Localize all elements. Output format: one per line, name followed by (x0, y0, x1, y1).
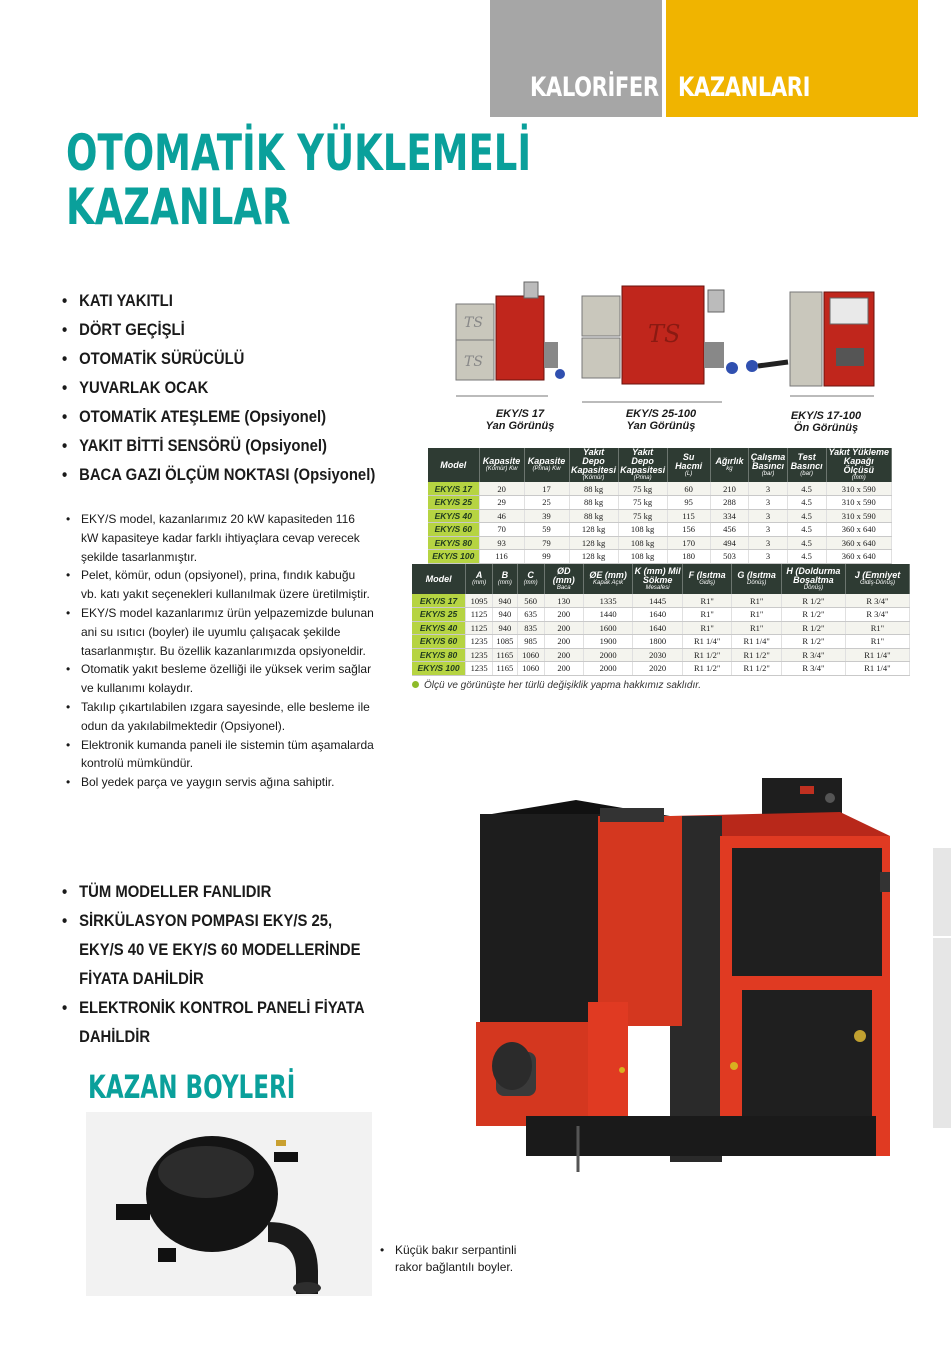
table-header-title: ØE (mm) (589, 570, 627, 580)
table-model-cell: EKY/S 80 (412, 648, 466, 662)
svg-text:TS: TS (464, 315, 483, 331)
table-cell: 200 (544, 621, 583, 635)
disclaimer-text: Ölçü ve görünüşte her türlü değişiklik yapma hakkımız saklıdır. (424, 680, 701, 691)
table-model-cell: EKY/S 60 (412, 635, 466, 649)
table-cell: 4.5 (787, 482, 826, 496)
table-header-cell (618, 448, 667, 482)
table-cell: 1235 (466, 662, 493, 676)
table-cell: 200 (544, 608, 583, 622)
table-header-title: A (475, 570, 483, 580)
table-cell: 20 (479, 482, 524, 496)
table-cell: 200 (544, 662, 583, 676)
table-cell: 79 (524, 536, 569, 550)
table-model-cell: EKY/S 17 (412, 594, 466, 608)
table-cell: 1440 (583, 608, 633, 622)
description-item: • Takılıp çıkartılabilen ızgara sayesinde, elle besleme ile odun da yakılabilmektedir (Opsiyonel). (64, 698, 374, 736)
table-cell: 1600 (583, 621, 633, 635)
disclaimer-note (412, 680, 701, 691)
table-row (428, 550, 892, 564)
table-cell: 115 (667, 509, 710, 523)
table-cell: 334 (710, 509, 749, 523)
table-cell: 3 (749, 496, 787, 510)
page-title (66, 126, 531, 234)
table-header-title: C (527, 570, 534, 580)
table-cell: 3 (749, 523, 787, 537)
table-cell: 3 (749, 550, 787, 564)
table-cell: 360 x 640 (826, 523, 891, 537)
table-header-cell (524, 448, 569, 482)
table-header-cell (544, 564, 583, 594)
table-cell: 360 x 640 (826, 550, 891, 564)
table-row (412, 648, 910, 662)
table-cell: 3 (749, 482, 787, 496)
table-cell: 1165 (493, 662, 518, 676)
table-cell: R1" (682, 621, 732, 635)
table-cell: 1235 (466, 635, 493, 649)
table-cell: 60 (667, 482, 710, 496)
table-cell: 1060 (517, 662, 544, 676)
table-header-title: H (Doldurma Boşaltma (786, 565, 841, 585)
description-item: • EKY/S model, kazanlarımız 20 kW kapasiteden 116 kW kapasiteye kadar farklı ihtiyaçlara cevap verecek şekilde tasarlanmıştır. (64, 510, 374, 566)
table-cell: 940 (493, 608, 518, 622)
table-cell: 3 (749, 536, 787, 550)
table-row (412, 635, 910, 649)
table-model-cell: EKY/S 17 (428, 482, 479, 496)
table-cell: 200 (544, 648, 583, 662)
feature-item: • OTOMATİK SÜRÜCÜLÜ (62, 348, 375, 377)
table-header-unit: Gidiş-Dönüş) (859, 580, 895, 586)
table-header-unit: (Kömür) Kw (485, 466, 518, 472)
table-cell: 288 (710, 496, 749, 510)
view-label-3-name: EKY/S 17-100 (790, 410, 862, 422)
table-cell: 1335 (583, 594, 633, 608)
table-header-unit: (Prina) (633, 475, 652, 481)
feature-item: • KATI YAKITLI (62, 290, 375, 319)
table-model-cell: EKY/S 25 (428, 496, 479, 510)
table-cell: 2020 (633, 662, 683, 676)
table-cell: R1" (845, 635, 909, 649)
highlight-item: • SİRKÜLASYON POMPASI EKY/S 25, EKY/S 40 VE EKY/S 60 MODELLERİNDE FİYATA DAHİLDİR (62, 907, 368, 994)
table-cell: 170 (667, 536, 710, 550)
table-cell: 1640 (633, 621, 683, 635)
table-cell: 128 kg (569, 550, 618, 564)
table-cell: 70 (479, 523, 524, 537)
table-cell: 75 kg (618, 482, 667, 496)
side-view-25-100-drawing (582, 286, 738, 402)
feature-item: • YAKIT BİTTİ SENSÖRÜ (Opsiyonel) (62, 435, 375, 464)
table-cell: 1640 (633, 608, 683, 622)
table-header-title: Su Hacmi (675, 451, 703, 471)
table-cell: 635 (517, 608, 544, 622)
table-header-title: Kapasite (527, 456, 566, 466)
table-header-unit: Kapak Açık (593, 580, 624, 586)
header-right-text: KAZANLARI (678, 72, 811, 103)
table-cell: 985 (517, 635, 544, 649)
table-cell: 93 (479, 536, 524, 550)
view-label-2 (618, 408, 704, 432)
front-view-17-100-drawing (746, 292, 874, 396)
table-cell: 560 (517, 594, 544, 608)
table-header-unit: kg (726, 466, 733, 472)
view-label-3 (776, 410, 876, 434)
table-cell: 310 x 590 (826, 482, 891, 496)
table-header-title: Yakıt Depo Kapasitesi (620, 447, 666, 475)
table-cell: 108 kg (618, 523, 667, 537)
table-header-unit: (Kömür) (582, 475, 605, 481)
table-cell: 1800 (633, 635, 683, 649)
table-header-cell (466, 564, 493, 594)
view-label-2-name: EKY/S 25-100 (625, 408, 697, 420)
table-cell: 3 (749, 509, 787, 523)
table-row (412, 662, 910, 676)
view-label-1-sub: Yan Görünüş (485, 420, 555, 432)
table-cell: 128 kg (569, 536, 618, 550)
table-cell: R1 1/2" (732, 662, 782, 676)
table-cell: 494 (710, 536, 749, 550)
table-header-title: J (Emniyet (854, 570, 901, 580)
table-cell: 1125 (466, 621, 493, 635)
table-cell: R 1/2" (781, 635, 845, 649)
feature-item: • YUVARLAK OCAK (62, 377, 375, 406)
table-header-cell (781, 564, 845, 594)
table-model-cell: EKY/S 60 (428, 523, 479, 537)
table-cell: 4.5 (787, 509, 826, 523)
table-header-cell (749, 448, 787, 482)
table-header-cell (517, 564, 544, 594)
table-model-cell: EKY/S 100 (428, 550, 479, 564)
table-cell: 108 kg (618, 550, 667, 564)
table-header-unit: Dönüş) (803, 584, 824, 591)
table-header-title: G (Isıtma (737, 570, 776, 580)
table-model-cell: EKY/S 40 (412, 621, 466, 635)
table-header-title: Model (440, 459, 467, 470)
boyler-description-item: • Küçük bakır serpantinli rakor bağlantılı boyler. (380, 1242, 528, 1276)
table-header-unit: (mm) (851, 475, 866, 481)
feature-list (62, 290, 410, 493)
table-header-title: Model (425, 573, 452, 584)
table-cell: 1235 (466, 648, 493, 662)
table-cell: 200 (544, 635, 583, 649)
table-cell: 1165 (493, 648, 518, 662)
table-cell: R1 1/2" (682, 662, 732, 676)
table-cell: R 3/4" (845, 594, 909, 608)
table-row (428, 496, 892, 510)
page-edge-tab-divider (933, 936, 951, 938)
table-header-title: F (Isıtma (688, 570, 726, 580)
table-cell: 4.5 (787, 496, 826, 510)
table-cell: 456 (710, 523, 749, 537)
boiler-product-image (470, 776, 910, 1172)
table-model-cell: EKY/S 25 (412, 608, 466, 622)
table-header-title: Yakıt Yükleme Kapağı Ölçüsü (828, 447, 890, 475)
table-cell: R1" (682, 594, 732, 608)
table-row (412, 594, 910, 608)
table-model-cell: EKY/S 40 (428, 509, 479, 523)
view-label-2-sub: Yan Görünüş (626, 420, 696, 432)
table-cell: R1 1/4" (845, 648, 909, 662)
feature-item: • OTOMATİK ATEŞLEME (Opsiyonel) (62, 406, 375, 435)
table-row (428, 536, 892, 550)
table-cell: 180 (667, 550, 710, 564)
table-cell: 2000 (583, 662, 633, 676)
description-item: • Elektronik kumanda paneli ile sistemin tüm aşamalarda kontrolü mümkündür. (64, 736, 374, 774)
table-cell: 4.5 (787, 523, 826, 537)
table-cell: 4.5 (787, 536, 826, 550)
table-cell: 116 (479, 550, 524, 564)
table-cell: R 3/4" (781, 662, 845, 676)
table-row (428, 482, 892, 496)
capacity-table (428, 448, 892, 564)
table-header-cell (633, 564, 683, 594)
header-left-text: KALORİFER (530, 72, 659, 103)
table-header-title: ØD (mm) (552, 565, 575, 585)
table-header-cell (682, 564, 732, 594)
table-cell: R1" (682, 608, 732, 622)
table-cell: 17 (524, 482, 569, 496)
table-cell: R1 1/4" (732, 635, 782, 649)
table-header-unit: (mm) (497, 580, 512, 586)
table-cell: 29 (479, 496, 524, 510)
table-cell: 2030 (633, 648, 683, 662)
table-header-unit: Baca (556, 584, 571, 591)
side-view-17-drawing (456, 282, 565, 396)
table-header-unit: (mm) (523, 580, 538, 586)
page-title-line2: KAZANLAR (66, 178, 291, 236)
table-cell: 835 (517, 621, 544, 635)
table-header-title: Çalışma Basıncı (750, 451, 786, 471)
table-cell: 88 kg (569, 509, 618, 523)
view-label-3-sub: Ön Görünüş (793, 422, 859, 434)
table-cell: 128 kg (569, 523, 618, 537)
table-model-cell: EKY/S 80 (428, 536, 479, 550)
view-label-1 (480, 408, 560, 432)
table-header-unit: Gidiş) (699, 580, 715, 586)
highlight-item: • ELEKTRONİK KONTROL PANELİ FİYATA DAHİLDİR (62, 994, 368, 1052)
table-header-unit: Mesafesi (645, 584, 670, 591)
table-row (412, 608, 910, 622)
table-cell: 156 (667, 523, 710, 537)
table-cell: R1" (732, 594, 782, 608)
table-cell: R 1/2" (781, 608, 845, 622)
table-cell: R1" (845, 621, 909, 635)
table-header-title: Test Basıncı (790, 451, 823, 471)
description-item: • Pelet, kömür, odun (opsiyonel), prina, fındık kabuğu vb. katı yakıt seçenekleri kullanılmak üzere üretilmiştir. (64, 566, 374, 604)
table-cell: 210 (710, 482, 749, 496)
description-item: • Bol yedek parça ve yaygın servis ağına sahiptir. (64, 773, 374, 792)
table-cell: 2000 (583, 648, 633, 662)
table-cell: 46 (479, 509, 524, 523)
table-row (428, 509, 892, 523)
table-header-cell (667, 448, 710, 482)
highlight-list (62, 878, 392, 1052)
page-title-line1: OTOMATİK YÜKLEMELİ (66, 124, 532, 182)
table-header-cell (493, 564, 518, 594)
table-header-cell (428, 448, 479, 482)
table-header-cell (412, 564, 466, 594)
technical-drawings (452, 262, 898, 434)
table-cell: 95 (667, 496, 710, 510)
table-cell: 59 (524, 523, 569, 537)
table-cell: 99 (524, 550, 569, 564)
table-cell: R1 1/4" (682, 635, 732, 649)
description-list (64, 510, 374, 792)
feature-item: • BACA GAZI ÖLÇÜM NOKTASI (Opsiyonel) (62, 464, 375, 493)
table-cell: 108 kg (618, 536, 667, 550)
table-cell: 310 x 590 (826, 496, 891, 510)
table-header-cell (826, 448, 891, 482)
table-header-cell (787, 448, 826, 482)
description-item: • Otomatik yakıt besleme özelliği ile yüksek verim sağlar ve kullanımı kolaydır. (64, 660, 374, 698)
feature-item: • DÖRT GEÇİŞLİ (62, 319, 375, 348)
section-title-kazan-boyleri: KAZAN BOYLERİ (88, 1068, 296, 1106)
table-cell: 360 x 640 (826, 536, 891, 550)
table-cell: R1 1/2" (682, 648, 732, 662)
highlight-item: • TÜM MODELLER FANLIDIR (62, 878, 368, 907)
table-cell: R1" (732, 608, 782, 622)
table-header-title: K (mm) Mil Sökme (634, 565, 681, 585)
table-header-cell (845, 564, 909, 594)
view-label-1-name: EKY/S 17 (495, 408, 545, 420)
table-cell: 1125 (466, 608, 493, 622)
table-header-unit: Dönüş) (747, 580, 767, 586)
svg-text:TS: TS (648, 320, 681, 348)
dimension-table (412, 564, 910, 676)
boiler-drawings-svg (452, 262, 898, 412)
table-cell: R1 1/2" (732, 648, 782, 662)
description-item: • EKY/S model kazanlarımız ürün yelpazemizde bulunan ani su ısıtıcı (boyler) ile uyumlu çalışacak şekilde tasarlanmıştır. Bu özellik kazanlarımızda opsiyoneldir. (64, 604, 374, 660)
svg-text:TS: TS (464, 354, 483, 370)
table-cell: 503 (710, 550, 749, 564)
boyler-image-frame (86, 1112, 372, 1296)
table-cell: 39 (524, 509, 569, 523)
table-row (428, 523, 892, 537)
table-header-cell (710, 448, 749, 482)
table-header-unit: (mm) (472, 580, 487, 586)
table-header-unit: (L) (684, 470, 693, 477)
table-cell: 75 kg (618, 496, 667, 510)
table-header-unit: (bar) (800, 470, 813, 477)
boyler-description (380, 1242, 528, 1276)
table-header-title: Yakıt Depo Kapasitesi (571, 447, 617, 475)
page-edge-tab (933, 848, 951, 1128)
table-header-title: Ağırlık (715, 456, 744, 466)
table-header-title: B (501, 570, 509, 580)
table-header-cell (569, 448, 618, 482)
table-header-unit: (Prina) Kw (532, 466, 561, 472)
note-dot-icon (412, 681, 419, 688)
table-cell: R1 1/4" (845, 662, 909, 676)
table-header-cell (583, 564, 633, 594)
table-cell: 310 x 590 (826, 509, 891, 523)
table-cell: R 3/4" (781, 648, 845, 662)
table-cell: 1095 (466, 594, 493, 608)
table-cell: R 3/4" (845, 608, 909, 622)
table-cell: R1" (732, 621, 782, 635)
table-cell: 940 (493, 594, 518, 608)
table-row (412, 621, 910, 635)
table-cell: 88 kg (569, 496, 618, 510)
table-header-cell (732, 564, 782, 594)
table-cell: 1085 (493, 635, 518, 649)
table-cell: 130 (544, 594, 583, 608)
table-cell: R 1/2" (781, 594, 845, 608)
table-cell: 4.5 (787, 550, 826, 564)
table-cell: R 1/2" (781, 621, 845, 635)
table-cell: 75 kg (618, 509, 667, 523)
table-header-title: Kapasite (482, 456, 521, 466)
boyler-image (86, 1112, 372, 1296)
table-model-cell: EKY/S 100 (412, 662, 466, 676)
table-cell: 1445 (633, 594, 683, 608)
table-cell: 88 kg (569, 482, 618, 496)
table-cell: 1060 (517, 648, 544, 662)
table-cell: 25 (524, 496, 569, 510)
table-cell: 940 (493, 621, 518, 635)
table-cell: 1900 (583, 635, 633, 649)
table-header-unit: (bar) (761, 470, 775, 477)
table-header-cell (479, 448, 524, 482)
